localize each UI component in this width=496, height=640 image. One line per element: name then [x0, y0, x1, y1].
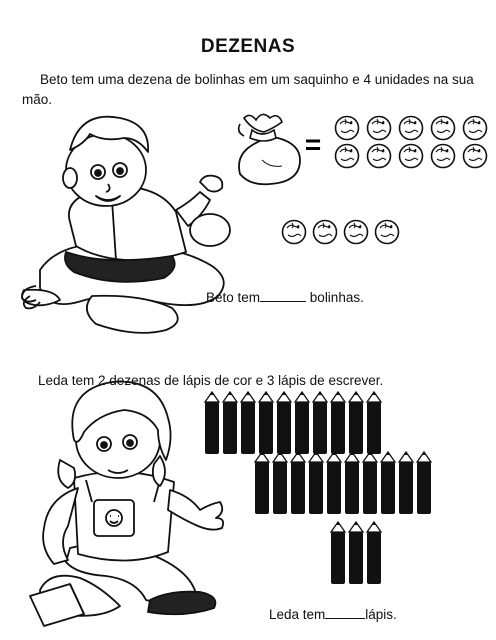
marble-icon — [432, 145, 455, 168]
pencil-icon — [273, 452, 287, 514]
pencil-icon — [331, 392, 345, 454]
worksheet-title: DEZENAS — [200, 36, 296, 57]
marble-icon — [283, 221, 306, 244]
exercise1-answer-suffix: bolinhas. — [309, 290, 364, 305]
exercise2-answer-line — [269, 607, 397, 622]
marble-icon — [336, 117, 359, 140]
marble-icon — [464, 145, 487, 168]
marbles-ten-group — [336, 117, 487, 168]
pencil-icon — [367, 392, 381, 454]
pencil-icon — [399, 452, 413, 514]
marble-icon — [464, 117, 487, 140]
pencil-icon — [255, 452, 269, 514]
pencil-icon — [291, 452, 305, 514]
marble-icon — [400, 145, 423, 168]
marble-icon — [314, 221, 337, 244]
marble-icon — [336, 145, 359, 168]
pencil-icon — [363, 452, 377, 514]
pencil-icon — [417, 452, 431, 514]
exercise1-prompt: Beto tem uma dezena de bolinhas em um saquinho e 4 unidades na sua mão. — [22, 72, 474, 107]
marble-icon — [432, 117, 455, 140]
exercise2-prompt: Leda tem 2 dezenas de lápis de cor e 3 lápis de escrever. — [38, 373, 384, 388]
pencil-icon — [205, 392, 219, 454]
marble-bag-icon — [239, 114, 300, 184]
pencil-icon — [309, 452, 323, 514]
pencil-icon — [259, 392, 273, 454]
marble-icon — [368, 117, 391, 140]
marble-icon — [376, 221, 399, 244]
exercise2-answer-blank[interactable] — [325, 616, 365, 619]
pencil-icon — [367, 522, 381, 584]
pencils-group — [205, 392, 431, 584]
girl-leda-illustration — [30, 382, 223, 626]
boy-beto-illustration — [22, 117, 230, 333]
pencil-icon — [223, 392, 237, 454]
exercise2-answer-prefix: Leda tem — [269, 607, 326, 622]
marbles-loose-group — [283, 221, 399, 244]
pencil-icon — [349, 392, 363, 454]
pencil-icon — [241, 392, 255, 454]
marble-icon — [345, 221, 368, 244]
exercise1-answer-prefix: Beto tem — [206, 290, 261, 305]
pencil-icon — [345, 452, 359, 514]
pencil-icon — [277, 392, 291, 454]
exercise1-answer-line — [206, 290, 364, 305]
pencil-icon — [331, 522, 345, 584]
pencil-icon — [313, 392, 327, 454]
equals-sign: = — [304, 129, 322, 160]
pencil-icon — [327, 452, 341, 514]
pencil-icon — [349, 522, 363, 584]
marble-icon — [368, 145, 391, 168]
exercise1-answer-blank[interactable] — [260, 299, 306, 302]
pencil-icon — [295, 392, 309, 454]
exercise2-answer-suffix: lápis. — [365, 607, 397, 622]
marble-icon — [400, 117, 423, 140]
pencil-icon — [381, 452, 395, 514]
